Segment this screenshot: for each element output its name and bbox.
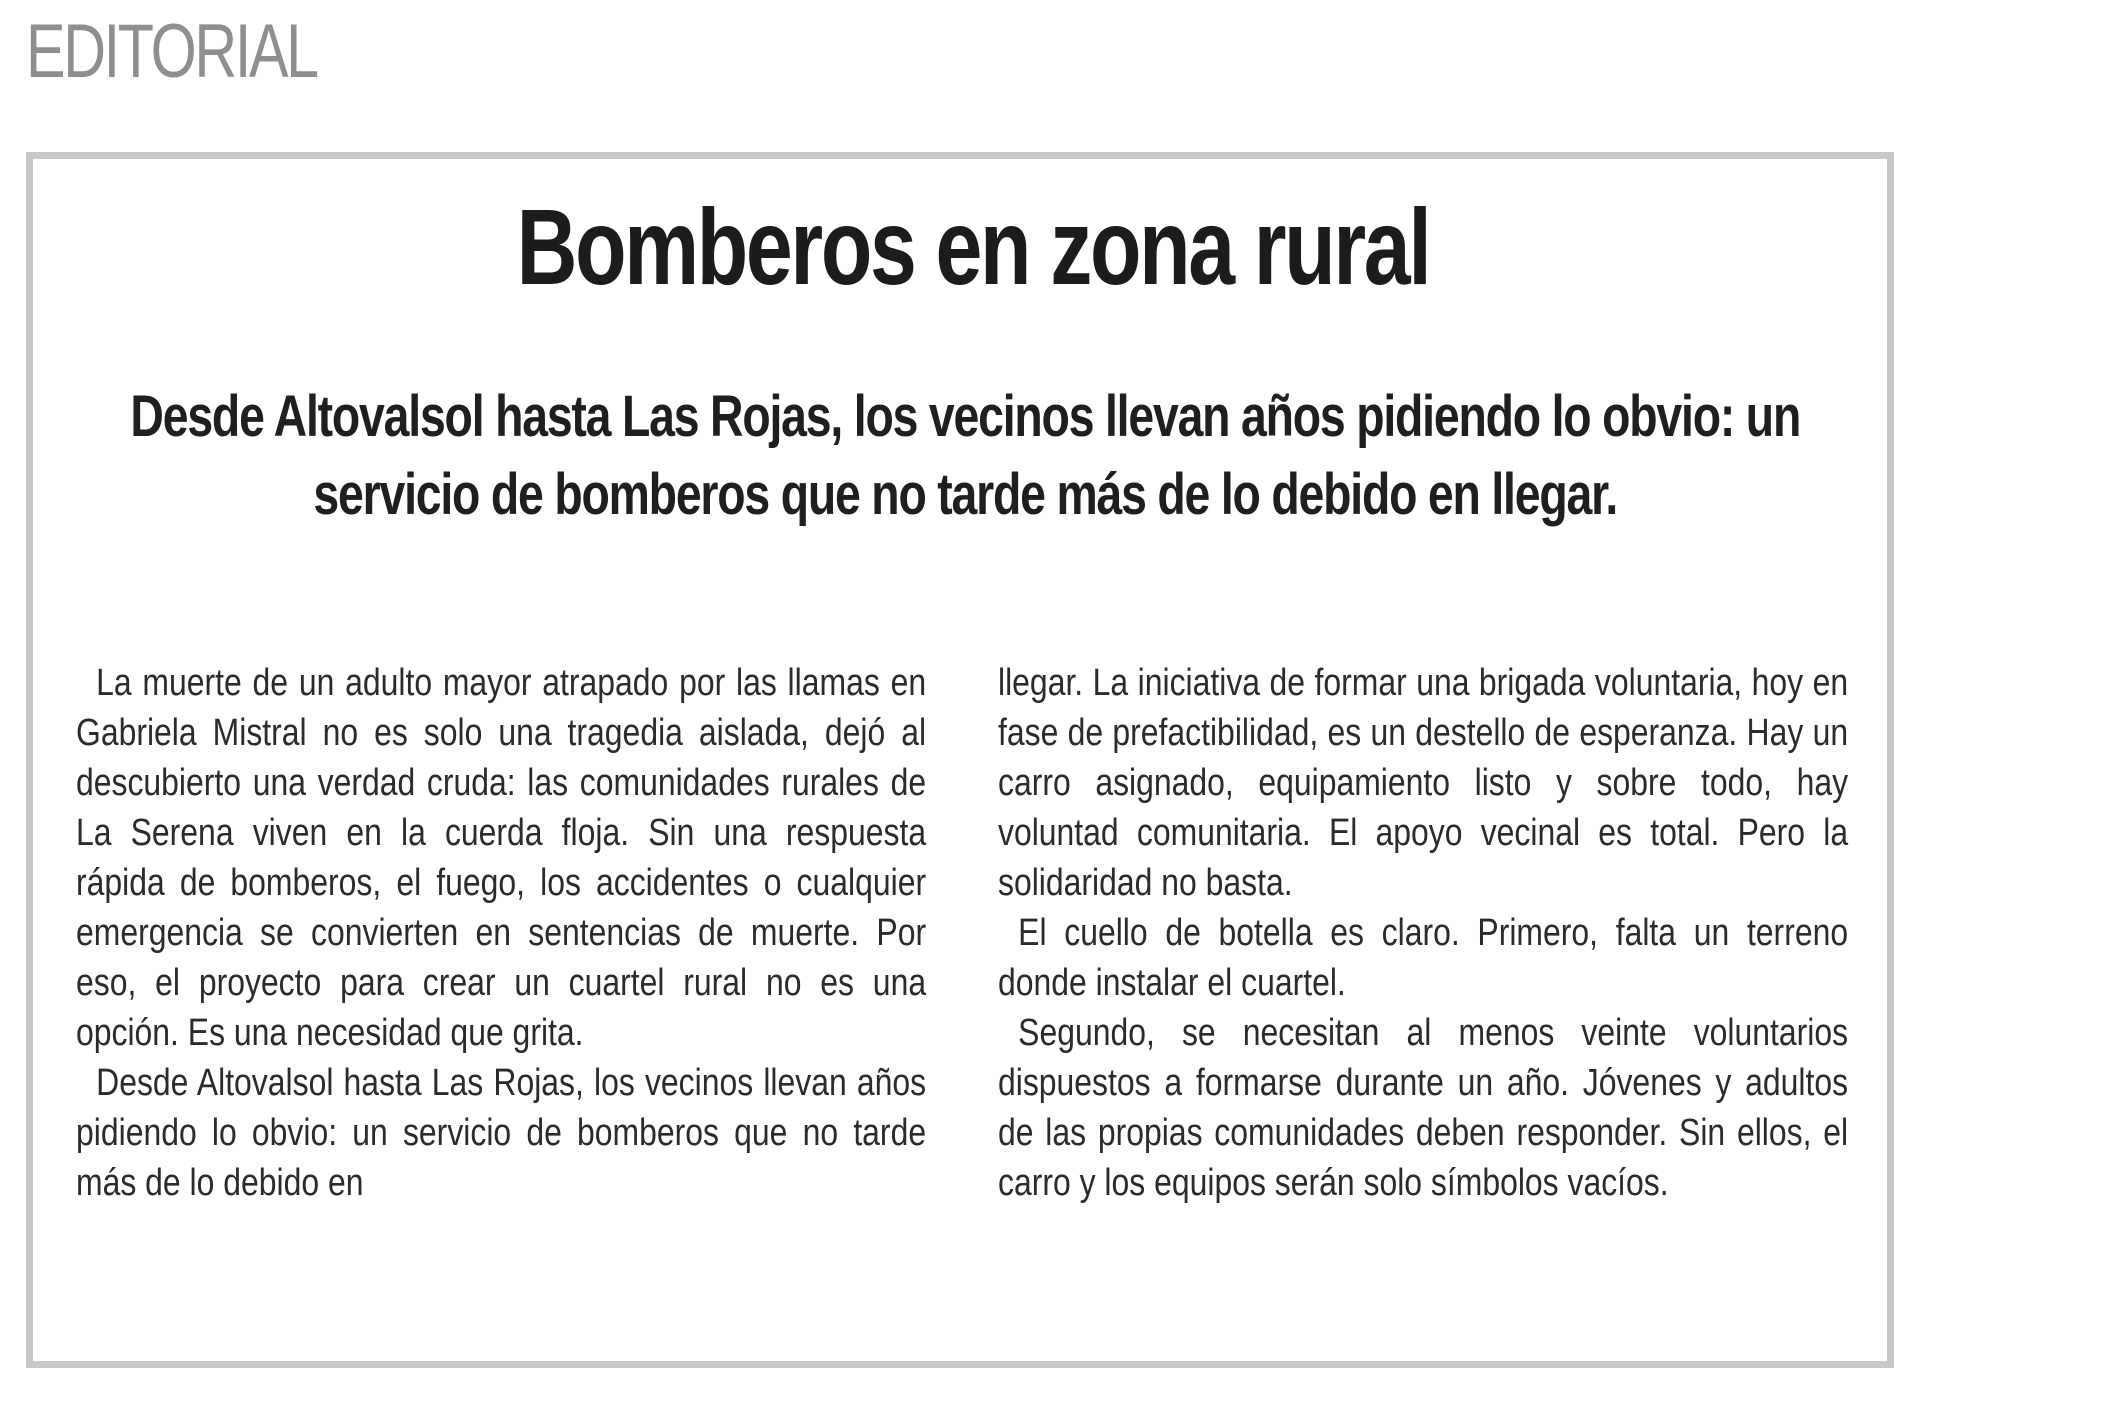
- body-column-right: [998, 658, 1848, 1208]
- body-paragraph: llegar. La iniciativa de formar una brigada voluntaria, hoy en fase de prefactibilidad, es un destello de esperanza. Hay un carro asignado, equipamiento listo y sobre todo, hay voluntad comunitaria. El apoyo vecinal es total. Pero la solidaridad no basta.: [998, 662, 1849, 904]
- body-column-left: [76, 658, 926, 1208]
- section-label: EDITORIAL: [26, 9, 317, 94]
- dek: [120, 378, 1810, 534]
- body-paragraph: Segundo, se necesitan al menos veinte voluntarios dispuestos a formarse durante un año. Jóvenes y adultos de las propias comunidades deben responder. Sin ellos, el carro y los equipos serán solo símbolos vacíos.: [998, 1012, 1849, 1204]
- dek-text: Desde Altovalsol hasta Las Rojas, los vecinos llevan años pidiendo lo obvio: un servicio de bomberos que no tarde más de lo debido en llegar.: [130, 384, 1800, 527]
- body-paragraph: Desde Altovalsol hasta Las Rojas, los vecinos llevan años pidiendo lo obvio: un servicio de bomberos que no tarde más de lo debido en: [76, 1062, 927, 1204]
- body-paragraph: El cuello de botella es claro. Primero, falta un terreno donde instalar el cuartel.: [998, 912, 1849, 1004]
- headline: Bomberos en zona rural: [516, 186, 1430, 307]
- body-paragraph: La muerte de un adulto mayor atrapado por las llamas en Gabriela Mistral no es solo una tragedia aislada, dejó al descubierto una verdad cruda: las comunidades rurales de La Serena viven en la cuerda floja. Sin una respuesta rápida de bomberos, el fuego, los accidentes o cualquier emergencia se convierten en sentencias de muerte. Por eso, el proyecto para crear un cuartel rural no es una opción. Es una necesidad que grita.: [76, 662, 927, 1054]
